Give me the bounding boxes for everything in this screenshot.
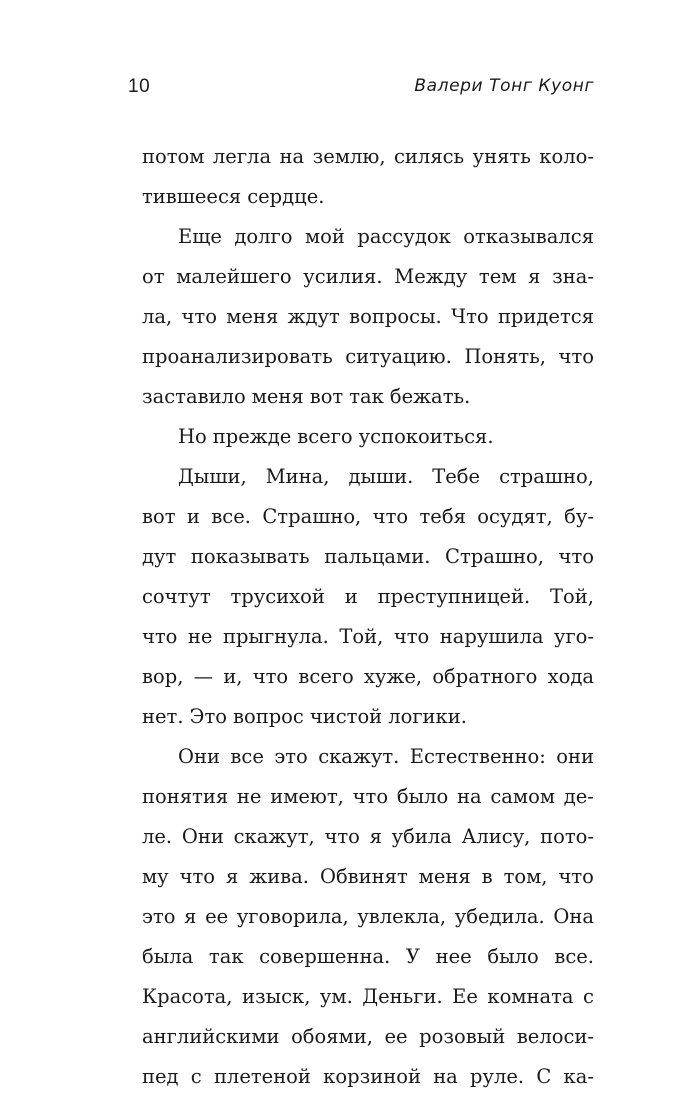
word: вопросы. bbox=[349, 305, 442, 328]
word: что bbox=[181, 305, 217, 328]
word: что bbox=[372, 505, 409, 528]
word: все. bbox=[211, 505, 251, 528]
word: Алису, bbox=[461, 825, 531, 848]
word: была bbox=[142, 945, 194, 968]
text-line bbox=[142, 1017, 594, 1057]
word: скажут, bbox=[233, 825, 315, 848]
word: рассудок bbox=[357, 225, 451, 248]
text-line bbox=[142, 177, 594, 217]
word: долго bbox=[234, 225, 293, 248]
text-line bbox=[142, 577, 594, 617]
page-header bbox=[128, 76, 594, 106]
text-line bbox=[142, 217, 594, 257]
word: Понять, bbox=[464, 345, 546, 368]
word: Обвинят bbox=[319, 865, 408, 888]
text-line bbox=[142, 377, 594, 417]
word: увлекла, bbox=[357, 905, 447, 928]
word: все bbox=[230, 745, 264, 768]
word: понятия bbox=[142, 785, 229, 808]
word: нарушила bbox=[439, 625, 544, 648]
word: с bbox=[583, 985, 594, 1008]
word: что bbox=[142, 625, 178, 648]
word: они bbox=[556, 745, 594, 768]
word: Она bbox=[553, 905, 594, 928]
running-head-author: Валери Тонг Куонг bbox=[414, 76, 594, 96]
word: преступницей. bbox=[377, 585, 531, 608]
text-line bbox=[142, 617, 594, 657]
word: Они bbox=[181, 825, 224, 848]
word: совершенна. bbox=[259, 945, 391, 968]
word: Еще bbox=[178, 225, 222, 248]
word: комната bbox=[487, 985, 574, 1008]
word: ла, bbox=[142, 305, 173, 328]
word: чистой bbox=[309, 705, 383, 728]
word: это bbox=[142, 905, 176, 928]
word: уго- bbox=[553, 625, 594, 648]
word: хуже, bbox=[363, 665, 423, 688]
word: Что bbox=[451, 305, 489, 328]
word: нет. bbox=[142, 705, 184, 728]
word: успокоиться. bbox=[358, 425, 494, 448]
word: — bbox=[193, 665, 214, 688]
word: проанализировать bbox=[142, 345, 333, 368]
word: легла bbox=[212, 145, 272, 168]
word: корзиной bbox=[323, 1065, 421, 1088]
word: бу- bbox=[564, 505, 594, 528]
word: изыск, bbox=[241, 985, 311, 1008]
word: ее bbox=[384, 1025, 408, 1048]
word: тившееся bbox=[142, 185, 242, 208]
text-line bbox=[142, 737, 594, 777]
word: убедила. bbox=[454, 905, 545, 928]
text-line bbox=[142, 857, 594, 897]
word: логики. bbox=[388, 705, 467, 728]
word: вот bbox=[309, 385, 344, 408]
word: Той, bbox=[339, 625, 384, 648]
word: меня bbox=[251, 385, 304, 408]
word: му bbox=[142, 865, 169, 888]
word: трусихой bbox=[230, 585, 325, 608]
text-line bbox=[142, 337, 594, 377]
word: и bbox=[344, 585, 358, 608]
text-line bbox=[142, 137, 594, 177]
word: что bbox=[324, 825, 360, 848]
word: это bbox=[274, 745, 308, 768]
word: я bbox=[184, 905, 197, 928]
word: заставило bbox=[142, 385, 246, 408]
word: ум. bbox=[319, 985, 353, 1008]
text-line bbox=[142, 417, 594, 457]
word: ждут bbox=[287, 305, 340, 328]
text-line bbox=[142, 977, 594, 1017]
word: дыши. bbox=[348, 465, 414, 488]
word: хода bbox=[547, 665, 594, 688]
text-line bbox=[142, 817, 594, 857]
word: дут bbox=[142, 545, 177, 568]
word: бежать. bbox=[389, 385, 471, 408]
word: тебя bbox=[419, 505, 466, 528]
word: Мина, bbox=[265, 465, 330, 488]
text-line bbox=[142, 537, 594, 577]
word: убила bbox=[391, 825, 452, 848]
word: что bbox=[558, 865, 594, 888]
word: с bbox=[190, 1065, 202, 1088]
word: Они bbox=[178, 745, 220, 768]
word: и bbox=[186, 505, 200, 528]
word: Страшно, bbox=[262, 505, 362, 528]
word: сердце. bbox=[247, 185, 325, 208]
word: ле. bbox=[142, 825, 173, 848]
word: так bbox=[208, 945, 244, 968]
word: я bbox=[225, 865, 239, 888]
word: ка- bbox=[563, 1065, 594, 1088]
text-line bbox=[142, 257, 594, 297]
body-text bbox=[142, 137, 594, 1097]
word: осудят, bbox=[477, 505, 553, 528]
word: скажут. bbox=[318, 745, 400, 768]
word: тем bbox=[478, 265, 517, 288]
word: нее bbox=[435, 945, 472, 968]
word: от bbox=[142, 265, 165, 288]
word: малейшего bbox=[176, 265, 292, 288]
text-line bbox=[142, 497, 594, 537]
word: обратного bbox=[432, 665, 538, 688]
text-line bbox=[142, 297, 594, 337]
word: вот bbox=[142, 505, 176, 528]
word: в bbox=[481, 865, 493, 888]
word: том, bbox=[503, 865, 548, 888]
text-line bbox=[142, 657, 594, 697]
word: У bbox=[405, 945, 421, 968]
word: уговорила, bbox=[236, 905, 349, 928]
word: я bbox=[528, 265, 541, 288]
word: сочтут bbox=[142, 585, 211, 608]
word: английскими bbox=[142, 1025, 280, 1048]
word: Той, bbox=[550, 585, 594, 608]
word: пед bbox=[142, 1065, 179, 1088]
word: плетеной bbox=[213, 1065, 311, 1088]
word: мой bbox=[305, 225, 345, 248]
word: что bbox=[352, 785, 389, 808]
word: обоями, bbox=[291, 1025, 373, 1048]
word: все. bbox=[554, 945, 594, 968]
word: показывать bbox=[190, 545, 310, 568]
word: прыгнула. bbox=[222, 625, 329, 648]
word: всего bbox=[297, 425, 353, 448]
word: так bbox=[349, 385, 384, 408]
word: землю, bbox=[312, 145, 386, 168]
page-number: 10 bbox=[128, 76, 151, 97]
word: имеют, bbox=[270, 785, 344, 808]
word: на bbox=[279, 145, 305, 168]
word: страшно, bbox=[499, 465, 594, 488]
word: розовый bbox=[419, 1025, 506, 1048]
text-line bbox=[142, 777, 594, 817]
word: коло- bbox=[539, 145, 594, 168]
word: жива. bbox=[249, 865, 309, 888]
word: Красота, bbox=[142, 985, 233, 1008]
word: пальцами. bbox=[324, 545, 431, 568]
text-line bbox=[142, 697, 594, 737]
word: прежде bbox=[212, 425, 292, 448]
word: Страшно, bbox=[445, 545, 544, 568]
word: Между bbox=[394, 265, 468, 288]
text-line bbox=[142, 937, 594, 977]
word: велоси- bbox=[516, 1025, 594, 1048]
word: Ее bbox=[452, 985, 478, 1008]
word: ситуацию. bbox=[345, 345, 452, 368]
word: не bbox=[187, 625, 213, 648]
word: руле. bbox=[470, 1065, 525, 1088]
text-line bbox=[142, 457, 594, 497]
word: было bbox=[396, 785, 449, 808]
word: вор, bbox=[142, 665, 184, 688]
word: зна- bbox=[552, 265, 594, 288]
word: на bbox=[456, 785, 482, 808]
word: Тебе bbox=[432, 465, 481, 488]
word: Но bbox=[178, 425, 207, 448]
word: что bbox=[558, 345, 594, 368]
word: Дыши, bbox=[178, 465, 247, 488]
text-line bbox=[142, 897, 594, 937]
word: всего bbox=[298, 665, 354, 688]
word: было bbox=[487, 945, 539, 968]
word: усилия. bbox=[303, 265, 383, 288]
word: что bbox=[393, 625, 430, 648]
word: и, bbox=[223, 665, 243, 688]
word: что bbox=[252, 665, 289, 688]
word: меня bbox=[418, 865, 471, 888]
word: я bbox=[369, 825, 382, 848]
word: Деньги. bbox=[362, 985, 443, 1008]
word: не bbox=[236, 785, 262, 808]
word: унять bbox=[472, 145, 531, 168]
word: де- bbox=[563, 785, 594, 808]
word: самом bbox=[490, 785, 555, 808]
text-line bbox=[142, 1057, 594, 1097]
word: что bbox=[558, 545, 594, 568]
word: Это bbox=[189, 705, 227, 728]
word: силясь bbox=[394, 145, 465, 168]
word: придется bbox=[497, 305, 594, 328]
word: потом bbox=[142, 145, 205, 168]
word: ее bbox=[205, 905, 229, 928]
word: отказывался bbox=[463, 225, 594, 248]
word: меня bbox=[226, 305, 279, 328]
word: на bbox=[433, 1065, 458, 1088]
word: вопрос bbox=[232, 705, 304, 728]
word: С bbox=[536, 1065, 552, 1088]
word: Естественно: bbox=[409, 745, 546, 768]
word: пото- bbox=[540, 825, 594, 848]
word: что bbox=[179, 865, 216, 888]
